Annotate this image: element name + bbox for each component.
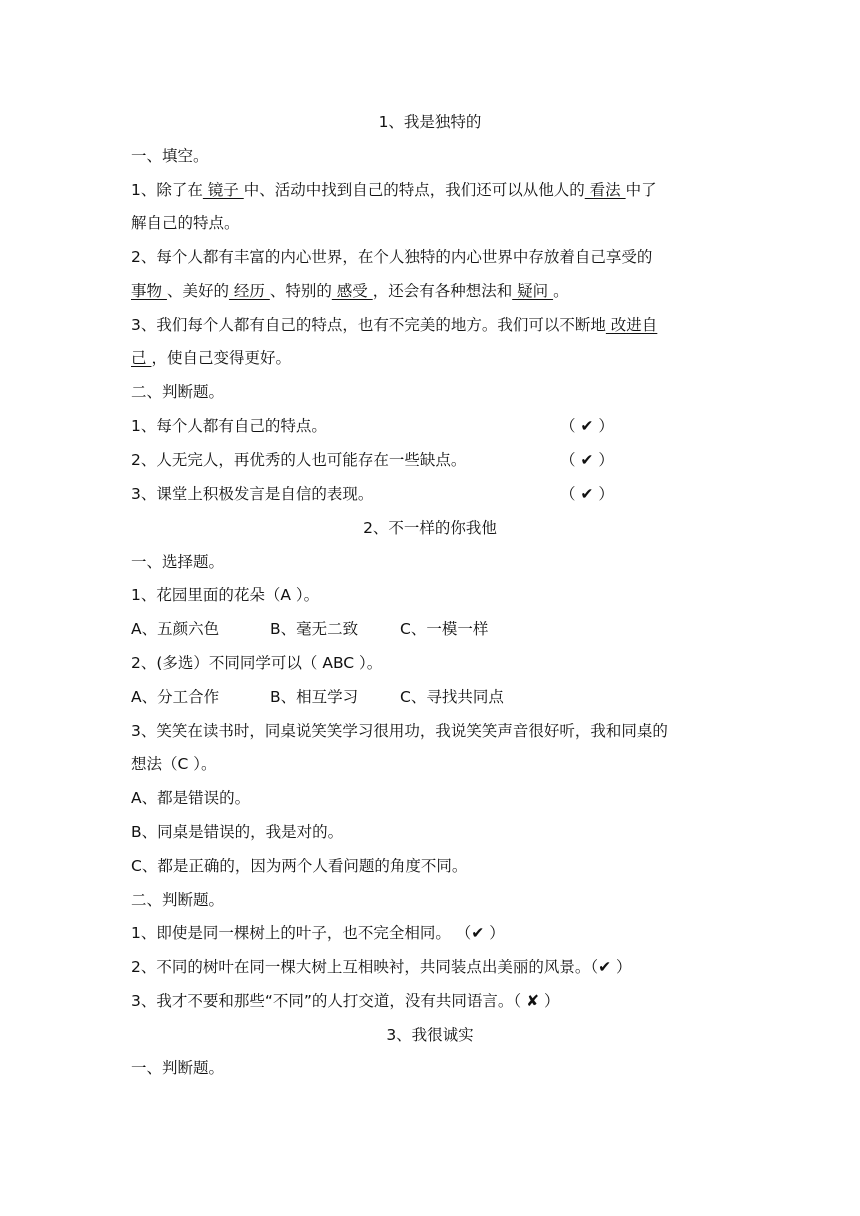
q3-answer-1: 改进自: [605, 316, 658, 334]
fill-question-3: [131, 315, 657, 335]
q2-answer-2: 经历: [228, 282, 270, 300]
section-2-heading-choice: 一、选择题。: [131, 553, 225, 571]
section-3-title: 3、我很诚实: [386, 1026, 474, 1044]
q2-answer-3: 感受: [331, 282, 373, 300]
judge-mark-1: （ ✔ ）: [560, 417, 614, 435]
q1-text-b: 中、活动中找到自己的特点，我们还可以从他人的: [243, 181, 585, 199]
q1-text-c: 中了: [625, 181, 657, 199]
judge-2-question-1: 1、即使是同一棵树上的叶子，也不完全相同。 （✔ ）: [131, 924, 505, 942]
choice-question-3: 3、笑笑在读书时，同桌说笑笑学习很用功，我说笑笑声音很好听，我和同桌的: [131, 722, 668, 740]
choice-2-option-a: A、分工合作: [131, 688, 220, 706]
fill-question-2: 2、每个人都有丰富的内心世界，在个人独特的内心世界中存放着自己享受的: [131, 248, 653, 266]
judge-question-3: 3、课堂上积极发言是自信的表现。: [131, 485, 374, 503]
choice-question-2: 2、(多选）不同同学可以（ ABC ）。: [131, 654, 383, 672]
choice-1-option-a: A、五颜六色: [131, 620, 220, 638]
q3-text-a: 3、我们每个人都有自己的特点，也有不完美的地方。我们可以不断地: [131, 316, 606, 334]
q3-text-b: ，使自己变得更好。: [151, 349, 291, 367]
q1-answer-1: 镜子: [202, 181, 244, 199]
choice-3-option-b: B、同桌是错误的，我是对的。: [131, 823, 344, 841]
q1-text-a: 1、除了在: [131, 181, 203, 199]
section-1-heading-judge: 二、判断题。: [131, 383, 225, 401]
judge-mark-2: （ ✔ ）: [560, 451, 614, 469]
q1-answer-2: 看法: [584, 181, 626, 199]
choice-1-option-c: C、一模一样: [400, 620, 489, 638]
section-3-heading-judge: 一、判断题。: [131, 1059, 225, 1077]
q2-text-c: ，还会有各种想法和: [372, 282, 513, 300]
q2-text-a: 、美好的: [166, 282, 229, 300]
choice-question-1: 1、花园里面的花朵（A ）。: [131, 586, 320, 604]
choice-3-option-a: A、都是错误的。: [131, 789, 251, 807]
section-1-title: 1、我是独特的: [378, 113, 482, 131]
q3-answer-2: 己: [131, 349, 152, 367]
q2-text-d: 。: [553, 282, 569, 300]
fill-question-3-cont: [131, 348, 291, 368]
choice-2-options: [131, 687, 504, 707]
choice-1-options: [131, 619, 488, 639]
fill-question-1-cont: 解自己的特点。: [131, 214, 240, 232]
choice-3-option-c: C、都是正确的，因为两个人看问题的角度不同。: [131, 857, 468, 875]
fill-question-2-cont: [131, 281, 569, 301]
q2-answer-1: 事物: [131, 282, 167, 300]
choice-question-3-cont: 想法（C ）。: [131, 755, 217, 773]
fill-question-1: [131, 180, 657, 200]
choice-1-option-b: B、毫无二致: [270, 620, 359, 638]
choice-2-option-b: B、相互学习: [270, 688, 359, 706]
judge-question-1: 1、每个人都有自己的特点。: [131, 417, 327, 435]
q2-answer-4: 疑问: [512, 282, 554, 300]
judge-2-question-2: 2、不同的树叶在同一棵大树上互相映衬，共同装点出美丽的风景。（✔ ）: [131, 958, 632, 976]
section-1-heading-fill: 一、填空。: [131, 147, 209, 165]
judge-question-2: 2、人无完人，再优秀的人也可能存在一些缺点。: [131, 451, 467, 469]
judge-2-question-3: 3、我才不要和那些“不同”的人打交道，没有共同语言。（ ✘ ）: [131, 992, 560, 1010]
q2-text-b: 、特别的: [269, 282, 332, 300]
section-2-heading-judge: 二、判断题。: [131, 891, 225, 909]
choice-2-option-c: C、寻找共同点: [400, 688, 504, 706]
judge-mark-3: （ ✔ ）: [560, 485, 614, 503]
section-2-title: 2、不一样的你我他: [363, 519, 497, 537]
